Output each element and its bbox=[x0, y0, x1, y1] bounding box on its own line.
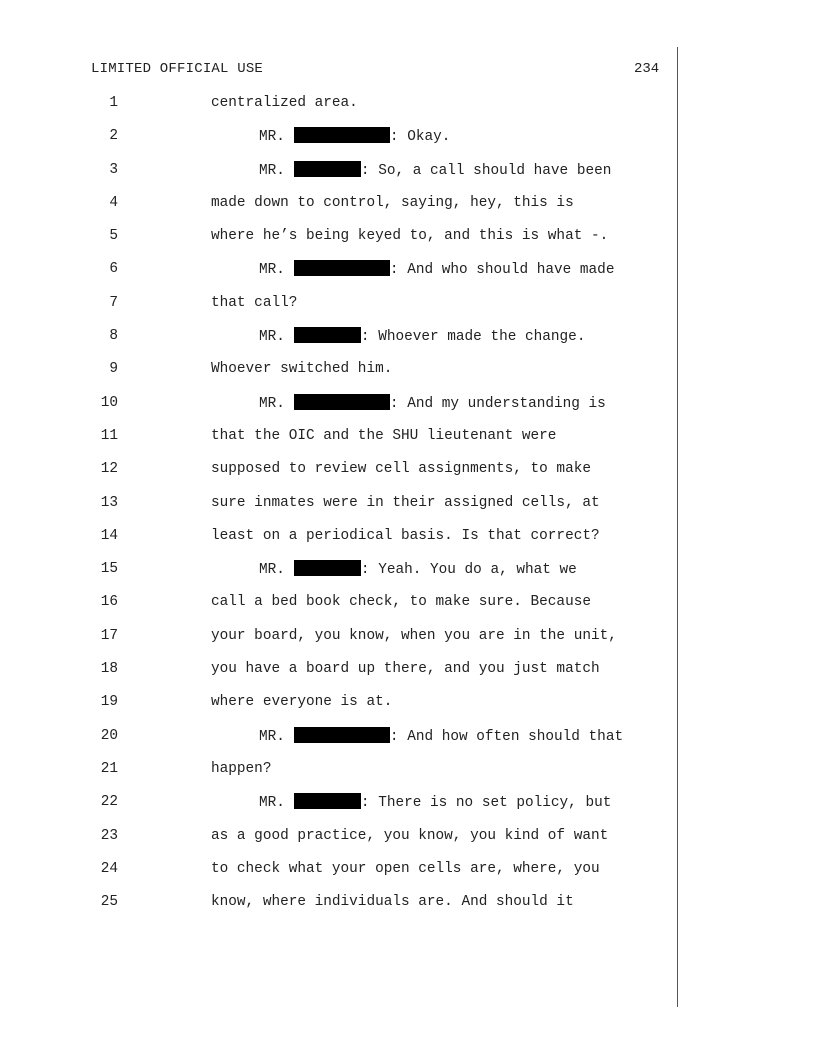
speaker-prefix: MR. bbox=[259, 795, 285, 812]
line-text: know, where individuals are. And should it bbox=[211, 894, 574, 911]
speaker-prefix: MR. bbox=[259, 162, 285, 179]
speaker-line bbox=[259, 727, 623, 746]
line-text: : So, a call should have been bbox=[360, 162, 612, 179]
transcript-line bbox=[0, 893, 816, 926]
line-number: 25 bbox=[100, 894, 118, 911]
line-text: where everyone is at. bbox=[211, 694, 393, 711]
line-number: 17 bbox=[100, 627, 118, 644]
line-number: 10 bbox=[100, 394, 118, 411]
line-text: to check what your open cells are, where, you bbox=[211, 860, 600, 877]
speaker-prefix: MR. bbox=[259, 395, 285, 412]
page-number: 234 bbox=[634, 61, 660, 77]
line-number: 14 bbox=[100, 527, 118, 544]
transcript-line bbox=[0, 793, 816, 826]
transcript-line bbox=[0, 94, 816, 127]
line-number: 13 bbox=[100, 494, 118, 511]
transcript-line bbox=[0, 394, 816, 427]
transcript-line bbox=[0, 460, 816, 493]
redacted-name bbox=[294, 161, 361, 177]
line-number: 20 bbox=[100, 727, 118, 744]
transcript-line bbox=[0, 327, 816, 360]
line-number: 9 bbox=[109, 361, 118, 378]
transcript-line bbox=[0, 593, 816, 626]
line-text: where he’s being keyed to, and this is what -. bbox=[211, 228, 609, 245]
line-number: 1 bbox=[109, 95, 118, 111]
transcript-line bbox=[0, 660, 816, 693]
transcript-line bbox=[0, 260, 816, 293]
redacted-name bbox=[294, 727, 390, 743]
transcript-line bbox=[0, 627, 816, 660]
redacted-name bbox=[294, 793, 361, 809]
line-number: 5 bbox=[109, 228, 118, 245]
transcript-line bbox=[0, 427, 816, 460]
speaker-prefix: MR. bbox=[259, 562, 285, 579]
transcript-line bbox=[0, 527, 816, 560]
speaker-line bbox=[259, 127, 450, 146]
line-text: : And who should have made bbox=[389, 262, 615, 279]
speaker-line bbox=[259, 260, 614, 279]
line-text: happen? bbox=[211, 760, 272, 777]
transcript-line bbox=[0, 127, 816, 160]
transcript-line bbox=[0, 760, 816, 793]
line-number: 2 bbox=[109, 128, 118, 145]
redacted-name bbox=[294, 394, 390, 410]
transcript-line bbox=[0, 727, 816, 760]
speaker-prefix: MR. bbox=[259, 728, 285, 745]
transcript-line bbox=[0, 294, 816, 327]
line-text: that call? bbox=[211, 294, 298, 311]
transcript-line bbox=[0, 827, 816, 860]
line-number: 24 bbox=[100, 860, 118, 877]
line-number: 4 bbox=[109, 194, 118, 211]
redacted-name bbox=[294, 560, 361, 576]
redacted-name bbox=[294, 260, 390, 276]
line-number: 3 bbox=[109, 161, 118, 178]
speaker-line bbox=[259, 161, 611, 180]
redacted-name bbox=[294, 327, 361, 343]
line-number: 22 bbox=[100, 794, 118, 811]
speaker-line bbox=[259, 394, 606, 413]
transcript-line bbox=[0, 227, 816, 260]
transcript-line bbox=[0, 360, 816, 393]
line-text: : And my understanding is bbox=[389, 395, 606, 412]
transcript-line bbox=[0, 860, 816, 893]
line-text: made down to control, saying, hey, this is bbox=[211, 194, 574, 211]
line-text: : There is no set policy, but bbox=[360, 795, 612, 812]
line-text: as a good practice, you know, you kind of want bbox=[211, 827, 609, 844]
line-text: sure inmates were in their assigned cells, at bbox=[211, 494, 600, 511]
line-number: 15 bbox=[100, 561, 118, 578]
speaker-prefix: MR. bbox=[259, 329, 285, 346]
line-text: call a bed book check, to make sure. Because bbox=[211, 594, 591, 611]
transcript-line bbox=[0, 161, 816, 194]
classification-header: LIMITED OFFICIAL USE bbox=[91, 61, 264, 77]
line-text: least on a periodical basis. Is that correct? bbox=[211, 527, 600, 544]
transcript-lines bbox=[0, 94, 816, 926]
line-number: 23 bbox=[100, 827, 118, 844]
line-number: 18 bbox=[100, 661, 118, 678]
transcript-line bbox=[0, 494, 816, 527]
line-text: : Okay. bbox=[389, 129, 451, 146]
speaker-prefix: MR. bbox=[259, 262, 285, 279]
speaker-prefix: MR. bbox=[259, 129, 285, 146]
line-text: : And how often should that bbox=[389, 728, 624, 745]
line-number: 11 bbox=[100, 427, 118, 444]
line-number: 12 bbox=[100, 461, 118, 478]
speaker-line bbox=[259, 793, 611, 812]
line-text: : Yeah. You do a, what we bbox=[360, 562, 577, 579]
line-text: you have a board up there, and you just match bbox=[211, 661, 600, 678]
line-text: supposed to review cell assignments, to make bbox=[211, 461, 591, 478]
line-text: Whoever switched him. bbox=[211, 361, 393, 378]
line-text: : Whoever made the change. bbox=[360, 329, 586, 346]
line-text: your board, you know, when you are in the unit, bbox=[211, 627, 617, 644]
line-number: 7 bbox=[109, 294, 118, 311]
transcript-line bbox=[0, 560, 816, 593]
redacted-name bbox=[294, 127, 390, 143]
transcript-line bbox=[0, 693, 816, 726]
line-number: 6 bbox=[109, 261, 118, 278]
line-text: centralized area. bbox=[211, 95, 358, 111]
speaker-line bbox=[259, 327, 585, 346]
line-text: that the OIC and the SHU lieutenant were bbox=[211, 427, 557, 444]
line-number: 8 bbox=[109, 328, 118, 345]
line-number: 19 bbox=[100, 694, 118, 711]
transcript-line bbox=[0, 194, 816, 227]
line-number: 21 bbox=[100, 760, 118, 777]
line-number: 16 bbox=[100, 594, 118, 611]
speaker-line bbox=[259, 560, 577, 579]
